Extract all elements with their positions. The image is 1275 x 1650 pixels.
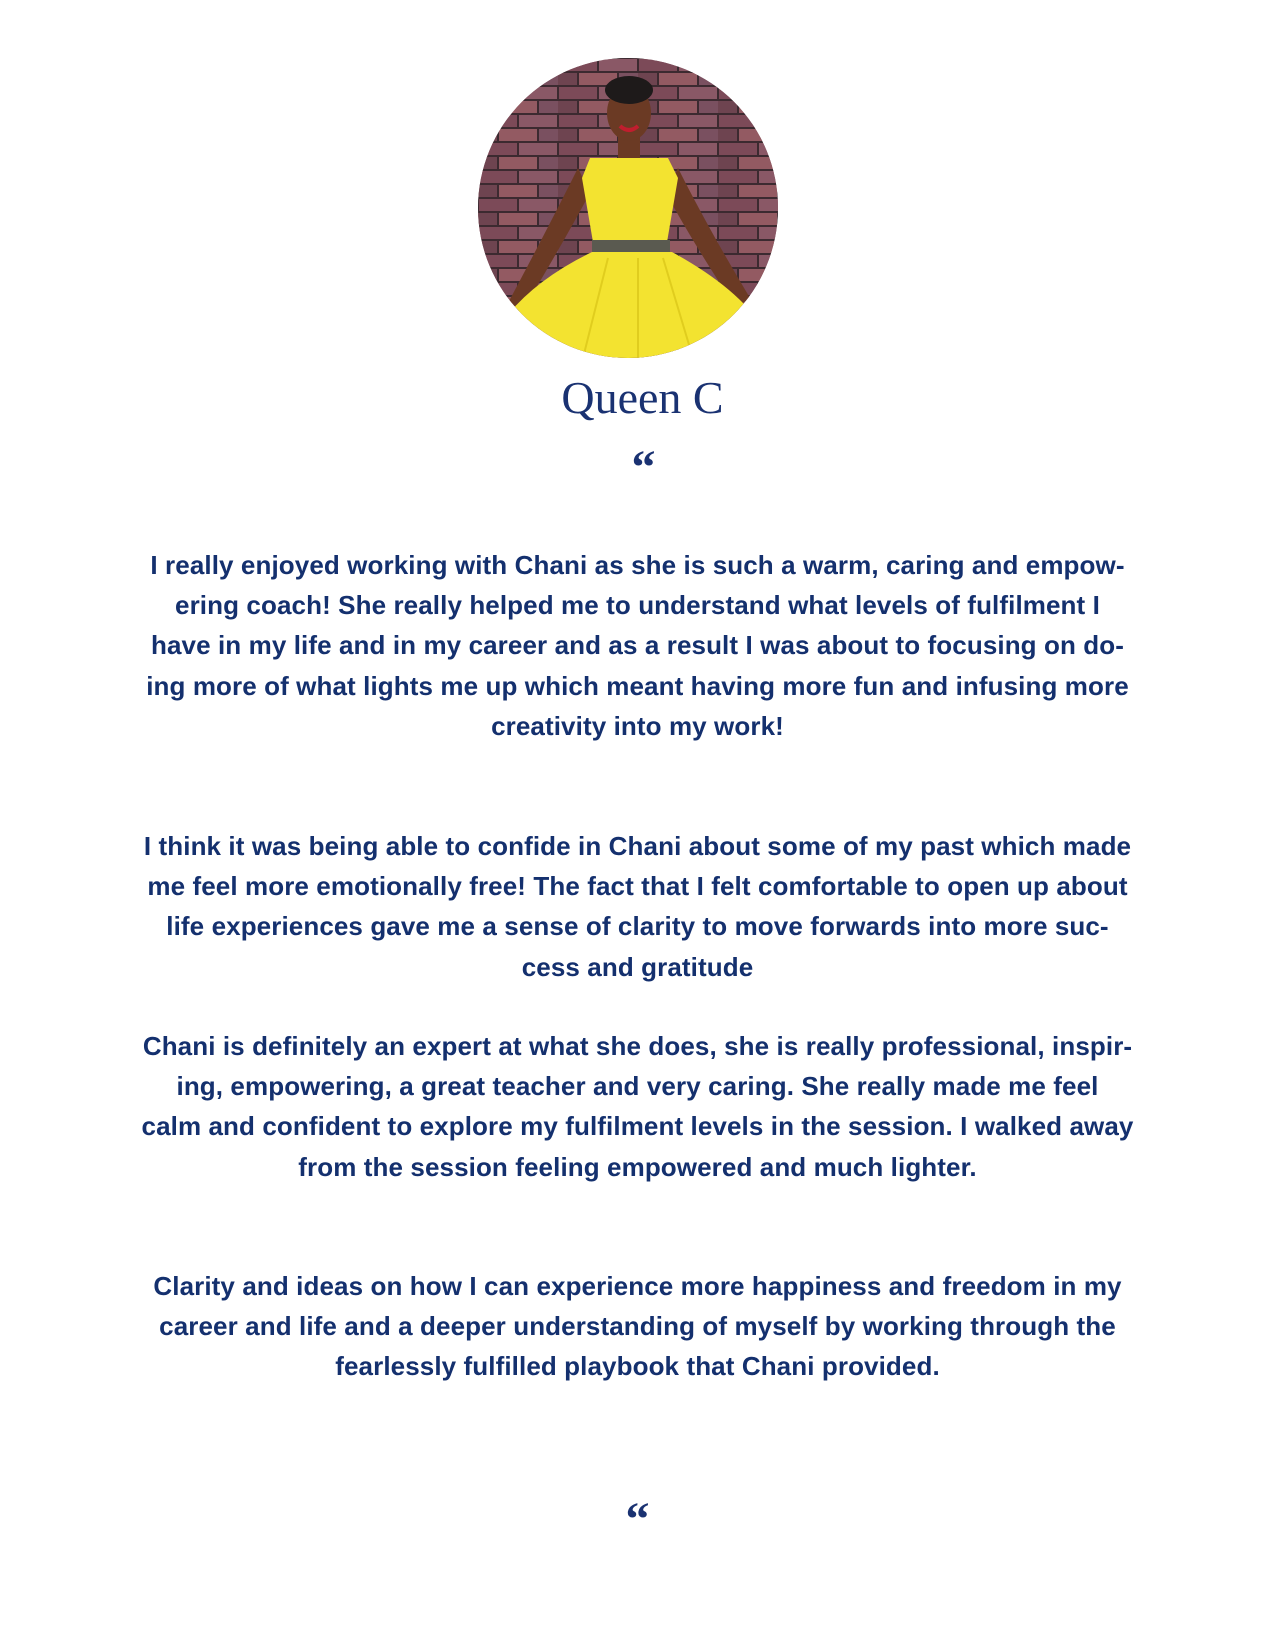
text-line: career and life and a deeper understanding of myself by working through the xyxy=(159,1311,1116,1342)
testimonial-paragraph-2 xyxy=(80,826,1195,987)
testimonial-paragraph-3 xyxy=(80,1026,1195,1187)
text-line: me feel more emotionally free! The fact that I felt comfortable to open up about xyxy=(147,871,1128,902)
text-line: from the session feeling empowered and much lighter. xyxy=(298,1151,977,1182)
text-line: have in my life and in my career and as a result I was about to focusing on do- xyxy=(150,630,1124,661)
text-line: fearlessly fulfilled playbook that Chani provided. xyxy=(335,1351,940,1382)
testimonial-paragraph-1 xyxy=(80,545,1195,746)
text-line: Clarity and ideas on how I can experience more happiness and freedom in my xyxy=(153,1271,1122,1301)
text-line: ing, empowering, a great teacher and very caring. She really made me feel xyxy=(176,1071,1099,1102)
close-quote-icon: “ xyxy=(625,1500,650,1530)
text-line: creativity into my work! xyxy=(491,710,784,741)
text-line: ering coach! She really helped me to understand what levels of fulfilment I xyxy=(175,590,1100,621)
text-line: I really enjoyed working with Chani as she is such a warm, caring and empow- xyxy=(150,550,1125,580)
profile-photo xyxy=(478,58,778,358)
text-line: life experiences gave me a sense of clarity to move forwards into more suc- xyxy=(166,911,1109,942)
testimonial-paragraph-4 xyxy=(80,1266,1195,1387)
testimonial-author-name: Queen C xyxy=(561,372,724,423)
text-line: calm and confident to explore my fulfilment levels in the session. I walked away xyxy=(141,1111,1134,1142)
profile-photo-illustration xyxy=(478,58,778,358)
text-line: ing more of what lights me up which meant having more fun and infusing more xyxy=(146,670,1129,701)
text-line: I think it was being able to confide in Chani about some of my past which made xyxy=(143,831,1132,861)
text-line: cess and gratitude xyxy=(521,951,754,982)
open-quote-icon: “ xyxy=(631,448,656,478)
text-line: Chani is definitely an expert at what she does, she is really professional, inspir- xyxy=(142,1031,1133,1061)
